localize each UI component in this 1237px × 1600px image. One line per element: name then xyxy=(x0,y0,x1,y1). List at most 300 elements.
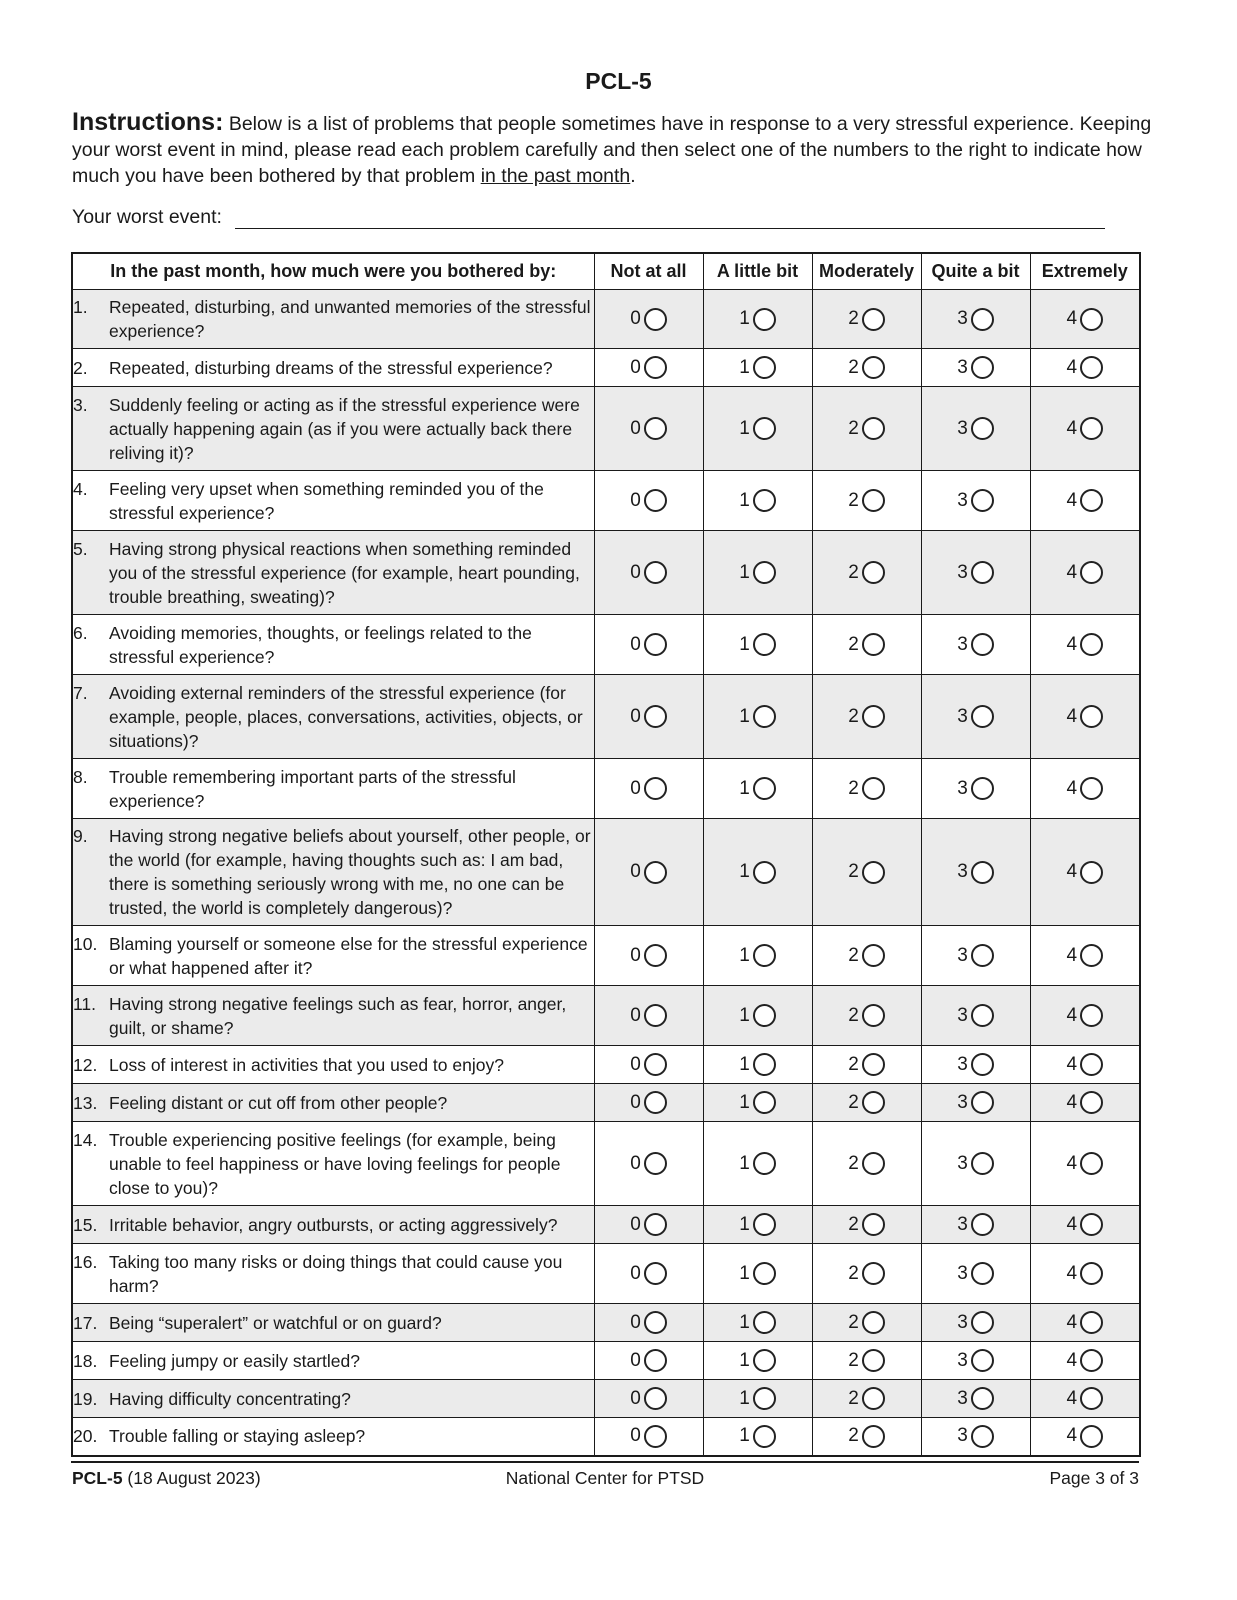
radio-circle-icon[interactable] xyxy=(644,1311,667,1334)
rating-value: 4 xyxy=(1066,489,1078,511)
radio-circle-icon[interactable] xyxy=(1080,1262,1103,1285)
rating-cell xyxy=(703,1046,812,1084)
footer-page-number: Page 3 of 3 xyxy=(1049,1468,1139,1488)
rating-option[interactable] xyxy=(1066,308,1103,331)
radio-circle-icon[interactable] xyxy=(1080,489,1103,512)
radio-circle-icon[interactable] xyxy=(862,1053,885,1076)
rating-option[interactable] xyxy=(630,1053,667,1076)
rating-option[interactable] xyxy=(848,1091,885,1114)
rating-option[interactable] xyxy=(739,356,776,379)
rating-option[interactable] xyxy=(630,777,667,800)
radio-circle-icon[interactable] xyxy=(644,1091,667,1114)
rating-option[interactable] xyxy=(957,1349,994,1372)
rating-option[interactable] xyxy=(957,1053,994,1076)
rating-option[interactable] xyxy=(848,1387,885,1410)
rating-option[interactable] xyxy=(957,489,994,512)
rating-value: 1 xyxy=(739,1053,750,1075)
radio-circle-icon[interactable] xyxy=(971,308,994,331)
rating-value: 0 xyxy=(630,417,641,439)
rating-option[interactable] xyxy=(630,1425,667,1448)
radio-circle-icon[interactable] xyxy=(753,356,776,379)
radio-circle-icon[interactable] xyxy=(644,1213,667,1236)
radio-circle-icon[interactable] xyxy=(862,944,885,967)
rating-option[interactable] xyxy=(957,1152,994,1175)
question-cell xyxy=(72,1304,594,1342)
rating-option[interactable] xyxy=(1066,944,1103,967)
radio-circle-icon[interactable] xyxy=(971,633,994,656)
rating-option[interactable] xyxy=(630,417,667,440)
radio-circle-icon[interactable] xyxy=(971,1311,994,1334)
radio-circle-icon[interactable] xyxy=(644,308,667,331)
rating-cell xyxy=(812,471,921,531)
rating-option[interactable] xyxy=(957,356,994,379)
rating-option[interactable] xyxy=(739,1152,776,1175)
question-number: 18. xyxy=(73,1350,98,1371)
rating-option[interactable] xyxy=(739,417,776,440)
radio-circle-icon[interactable] xyxy=(971,1262,994,1285)
rating-value: 2 xyxy=(848,1091,859,1113)
rating-option[interactable] xyxy=(848,1004,885,1027)
rating-option[interactable] xyxy=(630,356,667,379)
radio-circle-icon[interactable] xyxy=(1080,1311,1103,1334)
rating-cell xyxy=(812,1244,921,1304)
radio-circle-icon[interactable] xyxy=(1080,777,1103,800)
radio-circle-icon[interactable] xyxy=(1080,417,1103,440)
rating-cell xyxy=(1030,759,1140,819)
rating-cell xyxy=(703,615,812,675)
page-title: PCL-5 xyxy=(585,68,652,94)
rating-option[interactable] xyxy=(1066,1004,1103,1027)
radio-circle-icon[interactable] xyxy=(862,356,885,379)
rating-option[interactable] xyxy=(848,777,885,800)
rating-option[interactable] xyxy=(1066,1262,1103,1285)
radio-circle-icon[interactable] xyxy=(971,861,994,884)
rating-value: 2 xyxy=(848,356,859,378)
question-cell xyxy=(72,615,594,675)
rating-option[interactable] xyxy=(630,1004,667,1027)
radio-circle-icon[interactable] xyxy=(971,1387,994,1410)
radio-circle-icon[interactable] xyxy=(753,1262,776,1285)
rating-value: 4 xyxy=(1066,308,1078,329)
rating-option[interactable] xyxy=(739,705,776,728)
radio-circle-icon[interactable] xyxy=(644,861,667,884)
radio-circle-icon[interactable] xyxy=(644,944,667,967)
rating-cell xyxy=(921,675,1030,759)
rating-value: 2 xyxy=(848,1425,859,1447)
radio-circle-icon[interactable] xyxy=(753,1004,776,1027)
rating-option[interactable] xyxy=(848,1152,885,1175)
radio-circle-icon[interactable] xyxy=(644,1349,667,1372)
radio-circle-icon[interactable] xyxy=(971,1349,994,1372)
rating-option[interactable] xyxy=(630,1213,667,1236)
rating-option[interactable] xyxy=(1066,489,1103,512)
radio-circle-icon[interactable] xyxy=(1080,561,1103,584)
radio-circle-icon[interactable] xyxy=(862,1152,885,1175)
rating-value: 4 xyxy=(1066,561,1078,583)
worst-event-field[interactable] xyxy=(235,228,1105,229)
radio-circle-icon[interactable] xyxy=(753,1213,776,1236)
rating-option[interactable] xyxy=(739,489,776,512)
rating-option[interactable] xyxy=(739,777,776,800)
rating-option[interactable] xyxy=(848,1311,885,1334)
table-row xyxy=(72,819,1140,926)
radio-circle-icon[interactable] xyxy=(753,1091,776,1114)
radio-circle-icon[interactable] xyxy=(1080,1004,1103,1027)
radio-circle-icon[interactable] xyxy=(1080,1053,1103,1076)
radio-circle-icon[interactable] xyxy=(971,705,994,728)
rating-option[interactable] xyxy=(739,1387,776,1410)
rating-option[interactable] xyxy=(630,633,667,656)
rating-option[interactable] xyxy=(630,705,667,728)
radio-circle-icon[interactable] xyxy=(753,417,776,440)
question-cell xyxy=(72,290,594,349)
rating-value: 2 xyxy=(848,777,859,799)
rating-cell xyxy=(703,759,812,819)
radio-circle-icon[interactable] xyxy=(1080,1152,1103,1175)
question-text: Feeling jumpy or easily startled? xyxy=(109,1350,360,1371)
rating-cell xyxy=(921,471,1030,531)
rating-value: 2 xyxy=(848,1262,859,1284)
rating-option[interactable] xyxy=(739,1053,776,1076)
rating-option[interactable] xyxy=(1066,861,1103,884)
radio-circle-icon[interactable] xyxy=(753,944,776,967)
rating-option[interactable] xyxy=(630,1311,667,1334)
rating-value: 4 xyxy=(1066,1387,1078,1409)
rating-value: 3 xyxy=(957,417,968,439)
radio-circle-icon[interactable] xyxy=(862,1262,885,1285)
rating-cell xyxy=(594,926,703,986)
header-quite-a-bit: Quite a bit xyxy=(921,253,1030,290)
rating-option[interactable] xyxy=(630,561,667,584)
radio-circle-icon[interactable] xyxy=(644,1425,667,1448)
rating-option[interactable] xyxy=(1066,1152,1103,1175)
rating-option[interactable] xyxy=(1066,1349,1103,1372)
radio-circle-icon[interactable] xyxy=(644,1387,667,1410)
rating-option[interactable] xyxy=(630,1387,667,1410)
rating-cell xyxy=(921,615,1030,675)
rating-option[interactable] xyxy=(1066,417,1103,440)
rating-cell xyxy=(594,1380,703,1418)
table-row xyxy=(72,1084,1140,1122)
radio-circle-icon[interactable] xyxy=(644,777,667,800)
radio-circle-icon[interactable] xyxy=(862,1387,885,1410)
radio-circle-icon[interactable] xyxy=(971,561,994,584)
rating-value: 1 xyxy=(739,1152,750,1174)
radio-circle-icon[interactable] xyxy=(644,1152,667,1175)
radio-circle-icon[interactable] xyxy=(753,489,776,512)
table-row xyxy=(72,1342,1140,1380)
rating-option[interactable] xyxy=(957,1091,994,1114)
rating-cell xyxy=(921,1244,1030,1304)
rating-option[interactable] xyxy=(957,1425,994,1448)
rating-option[interactable] xyxy=(739,944,776,967)
rating-option[interactable] xyxy=(1066,705,1103,728)
rating-option[interactable] xyxy=(739,1262,776,1285)
radio-circle-icon[interactable] xyxy=(971,489,994,512)
rating-option[interactable] xyxy=(957,1311,994,1334)
rating-cell xyxy=(812,290,921,349)
radio-circle-icon[interactable] xyxy=(644,561,667,584)
radio-circle-icon[interactable] xyxy=(753,861,776,884)
footer-date: (18 August 2023) xyxy=(122,1468,261,1488)
rating-cell xyxy=(921,1046,1030,1084)
rating-cell xyxy=(703,1418,812,1456)
rating-option[interactable] xyxy=(1066,1091,1103,1114)
question-cell xyxy=(72,349,594,387)
question-cell xyxy=(72,1084,594,1122)
radio-circle-icon[interactable] xyxy=(753,1425,776,1448)
radio-circle-icon[interactable] xyxy=(753,1311,776,1334)
radio-circle-icon[interactable] xyxy=(1080,1091,1103,1114)
radio-circle-icon[interactable] xyxy=(644,417,667,440)
radio-circle-icon[interactable] xyxy=(971,944,994,967)
rating-option[interactable] xyxy=(739,1004,776,1027)
rating-option[interactable] xyxy=(957,417,994,440)
table-row xyxy=(72,926,1140,986)
radio-circle-icon[interactable] xyxy=(644,1053,667,1076)
rating-cell xyxy=(921,1084,1030,1122)
radio-circle-icon[interactable] xyxy=(971,1053,994,1076)
question-text: Blaming yourself or someone else for the stressful experience or what happened after it? xyxy=(109,933,588,978)
radio-circle-icon[interactable] xyxy=(644,1004,667,1027)
rating-option[interactable] xyxy=(957,561,994,584)
rating-option[interactable] xyxy=(848,633,885,656)
radio-circle-icon[interactable] xyxy=(1080,308,1103,331)
radio-circle-icon[interactable] xyxy=(862,1091,885,1114)
rating-cell xyxy=(703,1084,812,1122)
question-text: Feeling distant or cut off from other people? xyxy=(109,1092,448,1113)
rating-option[interactable] xyxy=(630,1152,667,1175)
rating-value: 1 xyxy=(739,308,750,329)
radio-circle-icon[interactable] xyxy=(862,1004,885,1027)
rating-cell xyxy=(812,819,921,926)
radio-circle-icon[interactable] xyxy=(862,561,885,584)
rating-cell xyxy=(703,819,812,926)
rating-option[interactable] xyxy=(957,944,994,967)
radio-circle-icon[interactable] xyxy=(753,633,776,656)
rating-cell xyxy=(812,1418,921,1456)
rating-option[interactable] xyxy=(1066,633,1103,656)
rating-option[interactable] xyxy=(1066,777,1103,800)
rating-cell xyxy=(812,531,921,615)
rating-option[interactable] xyxy=(848,861,885,884)
rating-option[interactable] xyxy=(739,561,776,584)
rating-option[interactable] xyxy=(630,1349,667,1372)
radio-circle-icon[interactable] xyxy=(862,489,885,512)
rating-value: 1 xyxy=(739,1213,750,1235)
rating-value: 2 xyxy=(848,1152,859,1174)
question-text: Feeling very upset when something reminded you of the stressful experience? xyxy=(109,478,544,523)
question-number: 16. xyxy=(73,1251,98,1272)
rating-value: 4 xyxy=(1066,1349,1078,1371)
rating-option[interactable] xyxy=(739,1091,776,1114)
question-text: Trouble remembering important parts of the stressful experience? xyxy=(109,766,516,811)
radio-circle-icon[interactable] xyxy=(862,777,885,800)
rating-value: 1 xyxy=(739,944,750,966)
radio-circle-icon[interactable] xyxy=(862,417,885,440)
rating-cell xyxy=(921,986,1030,1046)
rating-option[interactable] xyxy=(957,1387,994,1410)
rating-value: 0 xyxy=(630,356,641,378)
rating-cell xyxy=(703,471,812,531)
rating-cell xyxy=(703,1206,812,1244)
rating-cell xyxy=(1030,1342,1140,1380)
rating-cell xyxy=(703,387,812,471)
rating-option[interactable] xyxy=(848,356,885,379)
radio-circle-icon[interactable] xyxy=(644,633,667,656)
radio-circle-icon[interactable] xyxy=(1080,1387,1103,1410)
rating-option[interactable] xyxy=(630,861,667,884)
rating-cell xyxy=(703,290,812,349)
rating-option[interactable] xyxy=(848,944,885,967)
rating-value: 3 xyxy=(957,861,968,882)
radio-circle-icon[interactable] xyxy=(644,705,667,728)
radio-circle-icon[interactable] xyxy=(753,777,776,800)
rating-option[interactable] xyxy=(739,1425,776,1448)
rating-cell xyxy=(1030,675,1140,759)
rating-value: 1 xyxy=(739,633,750,655)
radio-circle-icon[interactable] xyxy=(753,1053,776,1076)
question-text: Being “superalert” or watchful or on guard? xyxy=(109,1312,442,1333)
rating-option[interactable] xyxy=(739,1213,776,1236)
rating-cell xyxy=(812,986,921,1046)
rating-value: 3 xyxy=(957,1053,968,1075)
rating-option[interactable] xyxy=(739,308,776,331)
rating-value: 4 xyxy=(1066,1311,1078,1333)
radio-circle-icon[interactable] xyxy=(862,705,885,728)
radio-circle-icon[interactable] xyxy=(862,1311,885,1334)
rating-value: 2 xyxy=(848,489,859,511)
rating-option[interactable] xyxy=(957,1213,994,1236)
rating-option[interactable] xyxy=(1066,1053,1103,1076)
rating-value: 4 xyxy=(1066,1425,1078,1447)
radio-circle-icon[interactable] xyxy=(971,777,994,800)
question-text: Trouble falling or staying asleep? xyxy=(109,1426,366,1447)
question-text: Avoiding external reminders of the stressful experience (for example, people, places, conversations, activities, objects, or situations)? xyxy=(109,682,583,751)
rating-option[interactable] xyxy=(848,561,885,584)
rating-value: 1 xyxy=(739,417,750,439)
rating-cell xyxy=(594,1084,703,1122)
rating-option[interactable] xyxy=(957,861,994,884)
rating-cell xyxy=(812,349,921,387)
radio-circle-icon[interactable] xyxy=(1080,356,1103,379)
radio-circle-icon[interactable] xyxy=(644,356,667,379)
rating-option[interactable] xyxy=(848,1053,885,1076)
rating-option[interactable] xyxy=(957,1004,994,1027)
rating-option[interactable] xyxy=(1066,1311,1103,1334)
radio-circle-icon[interactable] xyxy=(1080,1349,1103,1372)
radio-circle-icon[interactable] xyxy=(753,308,776,331)
rating-cell xyxy=(1030,1084,1140,1122)
rating-option[interactable] xyxy=(957,308,994,331)
radio-circle-icon[interactable] xyxy=(644,489,667,512)
radio-circle-icon[interactable] xyxy=(971,356,994,379)
rating-value: 2 xyxy=(848,633,859,655)
rating-option[interactable] xyxy=(957,1262,994,1285)
rating-cell xyxy=(921,1342,1030,1380)
rating-value: 0 xyxy=(630,1387,641,1409)
rating-option[interactable] xyxy=(630,308,667,331)
rating-option[interactable] xyxy=(630,1091,667,1114)
radio-circle-icon[interactable] xyxy=(971,1425,994,1448)
radio-circle-icon[interactable] xyxy=(971,1091,994,1114)
radio-circle-icon[interactable] xyxy=(753,1349,776,1372)
rating-option[interactable] xyxy=(848,1349,885,1372)
radio-circle-icon[interactable] xyxy=(862,861,885,884)
question-text: Avoiding memories, thoughts, or feelings related to the stressful experience? xyxy=(109,622,532,667)
rating-cell xyxy=(921,1206,1030,1244)
rating-option[interactable] xyxy=(1066,356,1103,379)
radio-circle-icon[interactable] xyxy=(1080,1213,1103,1236)
rating-option[interactable] xyxy=(848,1262,885,1285)
radio-circle-icon[interactable] xyxy=(862,1213,885,1236)
rating-option[interactable] xyxy=(848,705,885,728)
question-text: Taking too many risks or doing things that could cause you harm? xyxy=(109,1251,563,1296)
question-number: 20. xyxy=(73,1426,98,1447)
rating-option[interactable] xyxy=(957,777,994,800)
radio-circle-icon[interactable] xyxy=(862,633,885,656)
radio-circle-icon[interactable] xyxy=(753,1387,776,1410)
rating-option[interactable] xyxy=(630,1262,667,1285)
radio-circle-icon[interactable] xyxy=(753,561,776,584)
rating-option[interactable] xyxy=(739,861,776,884)
rating-option[interactable] xyxy=(1066,1425,1103,1448)
header-question: In the past month, how much were you bothered by: xyxy=(72,253,594,290)
rating-option[interactable] xyxy=(848,489,885,512)
rating-option[interactable] xyxy=(957,633,994,656)
rating-option[interactable] xyxy=(739,1349,776,1372)
rating-option[interactable] xyxy=(739,1311,776,1334)
radio-circle-icon[interactable] xyxy=(1080,944,1103,967)
rating-cell xyxy=(703,1380,812,1418)
radio-circle-icon[interactable] xyxy=(1080,633,1103,656)
radio-circle-icon[interactable] xyxy=(753,1152,776,1175)
radio-circle-icon[interactable] xyxy=(862,1425,885,1448)
rating-value: 3 xyxy=(957,1349,968,1371)
rating-value: 0 xyxy=(630,1262,641,1284)
rating-value: 4 xyxy=(1066,1213,1078,1235)
question-text: Trouble experiencing positive feelings (for example, being unable to feel happiness or have loving feelings for people close to you)? xyxy=(109,1129,561,1198)
radio-circle-icon[interactable] xyxy=(753,705,776,728)
radio-circle-icon[interactable] xyxy=(1080,861,1103,884)
rating-cell xyxy=(921,819,1030,926)
rating-option[interactable] xyxy=(848,308,885,331)
rating-option[interactable] xyxy=(957,705,994,728)
radio-circle-icon[interactable] xyxy=(971,417,994,440)
rating-option[interactable] xyxy=(739,633,776,656)
rating-option[interactable] xyxy=(848,1425,885,1448)
radio-circle-icon[interactable] xyxy=(862,1349,885,1372)
radio-circle-icon[interactable] xyxy=(971,1004,994,1027)
rating-option[interactable] xyxy=(1066,561,1103,584)
rating-option[interactable] xyxy=(1066,1213,1103,1236)
rating-option[interactable] xyxy=(630,489,667,512)
radio-circle-icon[interactable] xyxy=(1080,1425,1103,1448)
question-number: 12. xyxy=(73,1054,98,1075)
rating-option[interactable] xyxy=(848,417,885,440)
rating-option[interactable] xyxy=(630,944,667,967)
rating-option[interactable] xyxy=(848,1213,885,1236)
question-cell xyxy=(72,1206,594,1244)
radio-circle-icon[interactable] xyxy=(644,1262,667,1285)
radio-circle-icon[interactable] xyxy=(971,1152,994,1175)
question-number: 8. xyxy=(73,766,88,787)
radio-circle-icon[interactable] xyxy=(1080,705,1103,728)
question-cell xyxy=(72,1342,594,1380)
radio-circle-icon[interactable] xyxy=(862,308,885,331)
radio-circle-icon[interactable] xyxy=(971,1213,994,1236)
rating-option[interactable] xyxy=(1066,1387,1103,1410)
